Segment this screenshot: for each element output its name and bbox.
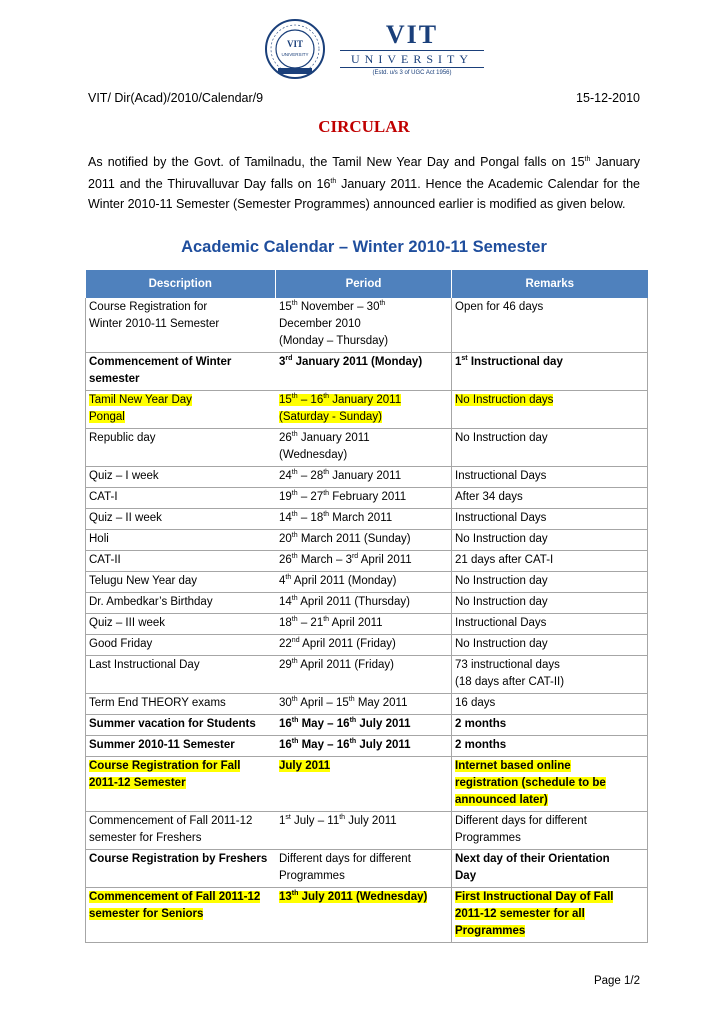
table-row [86,530,648,551]
cell-remarks: No Instruction day [452,593,648,614]
cell-period: 26th January 2011 (Wednesday) [276,429,452,467]
academic-calendar-table [85,270,648,943]
table-row [86,488,648,509]
cell-remarks: Instructional Days [452,509,648,530]
table-row [86,715,648,736]
svg-text:UNIVERSITY: UNIVERSITY [281,52,309,57]
cell-description: Holi [86,530,276,551]
cell-remarks: 16 days [452,694,648,715]
cell-remarks: Open for 46 days [452,298,648,353]
cell-description: Quiz – II week [86,509,276,530]
table-row [86,467,648,488]
cell-description: Dr. Ambedkar’s Birthday [86,593,276,614]
cell-remarks: 73 instructional days (18 days after CAT-II) [452,656,648,694]
cell-remarks: Different days for different Programmes [452,812,648,850]
cell-remarks: Instructional Days [452,614,648,635]
table-row [86,736,648,757]
cell-description: Last Instructional Day [86,656,276,694]
cell-period: 30th April – 15th May 2011 [276,694,452,715]
page-number: Page 1/2 [593,975,640,987]
cell-remarks: 2 months [452,715,648,736]
calendar-body [86,298,648,943]
cell-description: Commencement of Fall 2011-12 semester for Seniors [86,888,276,943]
cell-description: Quiz – I week [86,467,276,488]
cell-description: Course Registration for Winter 2010-11 Semester [86,298,276,353]
table-row [86,509,648,530]
cell-remarks: No Instruction day [452,572,648,593]
cell-period: 14th April 2011 (Thursday) [276,593,452,614]
calendar-title: Academic Calendar – Winter 2010-11 Semester [181,238,547,256]
circular-heading: CIRCULAR [318,117,410,136]
cell-period: 24th – 28th January 2011 [276,467,452,488]
cell-period: 26th March – 3rd April 2011 [276,551,452,572]
cell-period: 20th March 2011 (Sunday) [276,530,452,551]
cell-description: Tamil New Year Day Pongal [86,391,276,429]
cell-remarks: After 34 days [452,488,648,509]
intro-paragraph: As notified by the Govt. of Tamilnadu, the Tamil New Year Day and Pongal falls on 15th January 2011 and the Thiruvalluvar Day falls on 16th January 2011. Hence the Academic Calendar for the Winter 2010-11 Semester (Semester Programmes) announced earlier is modified as given below. [88,155,641,212]
cell-description: Quiz – III week [86,614,276,635]
cell-period: 16th May – 16th July 2011 [276,715,452,736]
table-row [86,429,648,467]
university-wordmark [334,22,490,80]
table-row [86,572,648,593]
cell-remarks: No Instruction day [452,635,648,656]
cell-description: Summer 2010-11 Semester [86,736,276,757]
cell-period: 1st July – 11th July 2011 [276,812,452,850]
cell-description: Telugu New Year day [86,572,276,593]
cell-period: 15th November – 30th December 2010 (Monday – Thursday) [276,298,452,353]
table-row [86,353,648,391]
cell-remarks: Internet based online registration (schedule to be announced later) [452,757,648,812]
cell-description: Term End THEORY exams [86,694,276,715]
cell-description: Course Registration by Freshers [86,850,276,888]
reference-number: VIT/ Dir(Acad)/2010/Calendar/9 [88,91,264,105]
cell-period: 22nd April 2011 (Friday) [276,635,452,656]
cell-period: 4th April 2011 (Monday) [276,572,452,593]
cell-period: 15th – 16th January 2011 (Saturday - Sunday) [276,391,452,429]
table-row [86,888,648,943]
cell-period: 18th – 21th April 2011 [276,614,452,635]
cell-description: Republic day [86,429,276,467]
table-row [86,694,648,715]
cell-period: 29th April 2011 (Friday) [276,656,452,694]
cell-remarks: 1st Instructional day [452,353,648,391]
table-row [86,757,648,812]
table-row [86,635,648,656]
cell-remarks: No Instruction day [452,429,648,467]
table-row [86,593,648,614]
table-row [86,391,648,429]
svg-text:VIT: VIT [286,39,304,49]
cell-period: 16th May – 16th July 2011 [276,736,452,757]
university-seal-logo [262,18,328,80]
brand-university: UNIVERSITY [340,50,484,68]
cell-remarks: Next day of their Orientation Day [452,850,648,888]
column-header-remarks: Remarks [452,270,648,298]
cell-description: Commencement of Winter semester [86,353,276,391]
cell-period: 14th – 18th March 2011 [276,509,452,530]
table-row [86,298,648,353]
column-header-period: Period [276,270,452,298]
cell-remarks: No Instruction day [452,530,648,551]
brand-establishment-note: (Estd. u/s 3 of UGC Act 1956) [372,70,452,76]
cell-description: Good Friday [86,635,276,656]
cell-period: Different days for different Programmes [276,850,452,888]
cell-period: July 2011 [276,757,452,812]
cell-remarks: 21 days after CAT-I [452,551,648,572]
table-row [86,614,648,635]
cell-remarks: First Instructional Day of Fall 2011-12 semester for all Programmes [452,888,648,943]
table-row [86,850,648,888]
cell-description: Summer vacation for Students [86,715,276,736]
circular-date: 15-12-2010 [576,91,640,105]
cell-period: 19th – 27th February 2011 [276,488,452,509]
cell-description: Commencement of Fall 2011-12 semester for Freshers [86,812,276,850]
cell-period: 13th July 2011 (Wednesday) [276,888,452,943]
table-row [86,656,648,694]
cell-description: CAT-I [86,488,276,509]
cell-remarks: Instructional Days [452,467,648,488]
cell-description: CAT-II [86,551,276,572]
letterhead [262,18,492,80]
table-row [86,812,648,850]
cell-period: 3rd January 2011 (Monday) [276,353,452,391]
brand-vit: VIT [385,20,439,49]
table-header-row [86,270,648,298]
cell-remarks: 2 months [452,736,648,757]
cell-remarks: No Instruction days [452,391,648,429]
column-header-description: Description [86,270,276,298]
table-row [86,551,648,572]
cell-description: Course Registration for Fall 2011-12 Semester [86,757,276,812]
